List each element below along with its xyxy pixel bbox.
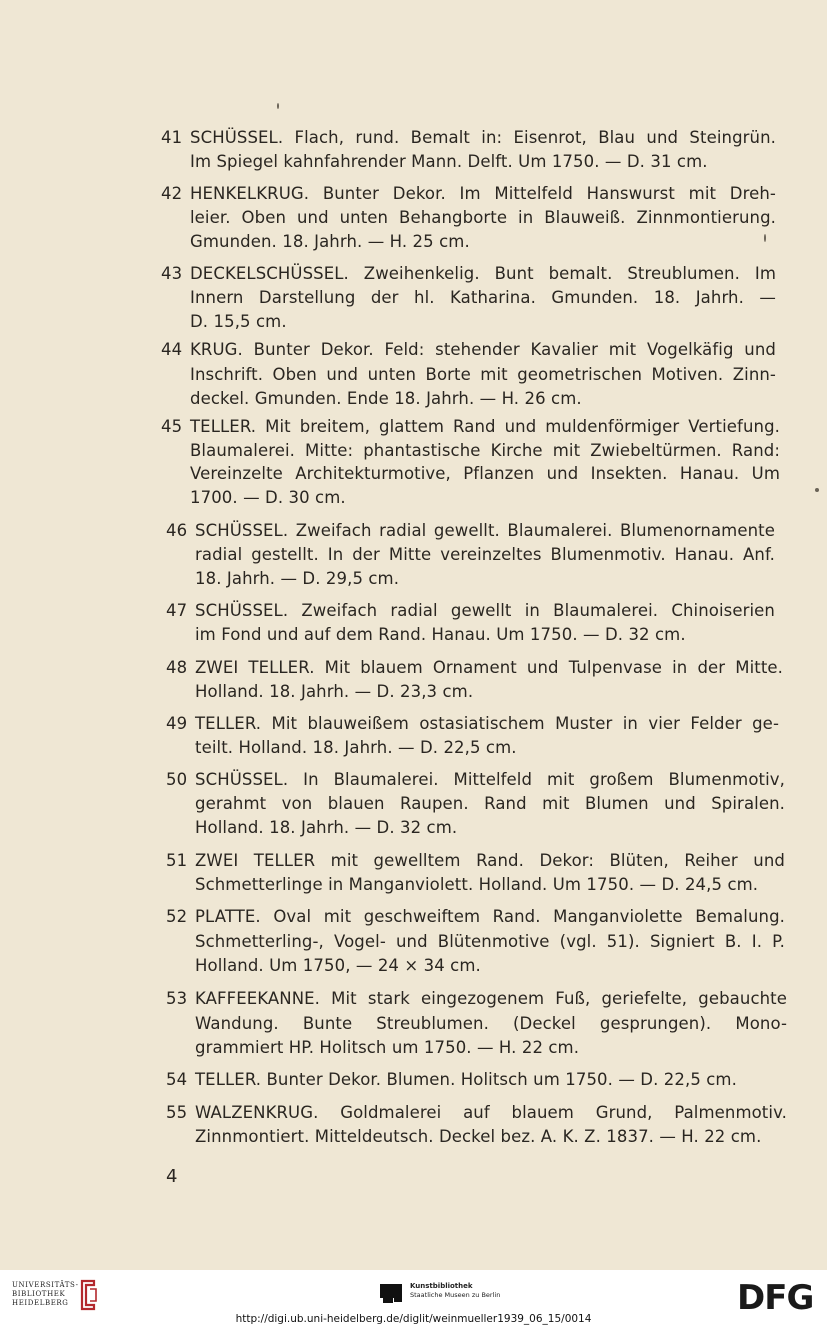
page-number: 4 xyxy=(166,1166,178,1187)
kb-subtitle: Staatliche Museen zu Berlin xyxy=(410,1291,501,1299)
entry-number: 47 xyxy=(166,601,188,620)
entry-line: leier. Oben und unten Behangborte in Blauweiß. Zinnmontierung. xyxy=(190,208,776,227)
entry-number: 51 xyxy=(166,851,188,870)
entry-text xyxy=(195,987,787,1061)
entry-line: D. 15,5 cm. xyxy=(190,312,287,331)
kunstbibliothek-label xyxy=(410,1282,500,1300)
entry-line: Holland. 18. Jahrh. — D. 32 cm. xyxy=(195,818,458,837)
entry-text xyxy=(195,1068,787,1092)
entry-line: PLATTE. Oval mit geschweiftem Rand. Manganviolette Bemalung. xyxy=(195,907,785,926)
entry-line: SCHÜSSEL. Zweifach radial gewellt. Blaumalerei. Blumenornamente xyxy=(195,521,775,540)
entry-line: Inschrift. Oben und unten Borte mit geometrischen Motiven. Zinn- xyxy=(190,364,776,384)
entry-line: SCHÜSSEL. Flach, rund. Bemalt in: Eisenrot, Blau und Steingrün. xyxy=(190,128,776,147)
entry-line: HENKELKRUG. Bunter Dekor. Im Mittelfeld Hanswurst mit Dreh- xyxy=(190,184,776,203)
kb-title: Kunstbibliothek xyxy=(410,1282,473,1290)
entry-number: 45 xyxy=(161,417,183,436)
entry-line: radial gestellt. In der Mitte vereinzeltes Blumenmotiv. Hanau. Anf. xyxy=(195,545,775,564)
entry-number: 50 xyxy=(166,770,188,789)
entry-text xyxy=(195,519,775,591)
kunstbibliothek-logo-icon xyxy=(380,1282,404,1304)
entry-line: 18. Jahrh. — D. 29,5 cm. xyxy=(195,569,400,588)
entry-line: grammiert HP. Holitsch um 1750. — H. 22 cm. xyxy=(195,1038,580,1057)
entry-line: KRUG. Bunter Dekor. Feld: stehender Kavalier mit Vogelkäfig und xyxy=(190,340,776,359)
entry-line: Blaumalerei. Mitte: phantastische Kirche mit Zwiebeltürmen. Rand: xyxy=(190,440,780,460)
entry-line: teilt. Holland. 18. Jahrh. — D. 22,5 cm. xyxy=(195,738,517,757)
entry-line: Holland. Um 1750, — 24 × 34 cm. xyxy=(195,956,481,975)
entry-number: 53 xyxy=(166,989,188,1008)
entry-line: gerahmt von blauen Raupen. Rand mit Blumen und Spiralen. xyxy=(195,794,785,813)
entry-number: 42 xyxy=(161,184,183,203)
entry-text xyxy=(190,126,776,174)
entry-text xyxy=(190,262,776,334)
heidelberg-library-label xyxy=(12,1281,79,1308)
entry-line: Im Spiegel kahnfahrender Mann. Delft. Um 1750. — D. 31 cm. xyxy=(190,152,708,171)
entry-line: ZWEI TELLER mit gewelltem Rand. Dekor: Blüten, Reiher und xyxy=(195,851,785,870)
entry-text xyxy=(195,656,783,704)
entry-line: WALZENKRUG. Goldmalerei auf blauem Grund, Palmenmotiv. xyxy=(195,1103,787,1122)
entry-text xyxy=(195,599,775,647)
entry-line: DECKELSCHÜSSEL. Zweihenkelig. Bunt bemalt. Streublumen. Im xyxy=(190,264,776,283)
entry-number: 41 xyxy=(161,128,183,147)
entry-line: KAFFEEKANNE. Mit stark eingezogenem Fuß, geriefelte, gebauchte xyxy=(195,989,787,1008)
entry-line: Holland. 18. Jahrh. — D. 23,3 cm. xyxy=(195,682,474,701)
entry-number: 54 xyxy=(166,1070,188,1089)
entry-number: 49 xyxy=(166,714,188,733)
heidelberg-logo-icon xyxy=(76,1279,100,1311)
entry-number: 52 xyxy=(166,907,188,926)
entry-line: TELLER. Mit blauweißem ostasiatischem Muster in vier Felder ge- xyxy=(195,714,779,733)
entry-number: 55 xyxy=(166,1103,188,1122)
entry-text xyxy=(195,768,785,840)
entry-text xyxy=(195,849,785,897)
entry-line: TELLER. Bunter Dekor. Blumen. Holitsch um 1750. — D. 22,5 cm. xyxy=(195,1070,737,1089)
entry-line: Schmetterlinge in Manganviolett. Holland. Um 1750. — D. 24,5 cm. xyxy=(195,875,759,894)
entry-number: 43 xyxy=(161,264,183,283)
entry-text xyxy=(195,712,779,760)
entry-line: Gmunden. 18. Jahrh. — H. 25 cm. xyxy=(190,232,470,251)
entry-line: Wandung. Bunte Streublumen. (Deckel gesprungen). Mono- xyxy=(195,1013,787,1033)
entry-line: Zinnmontiert. Mitteldeutsch. Deckel bez. A. K. Z. 1837. — H. 22 cm. xyxy=(195,1127,762,1146)
entry-line: ZWEI TELLER. Mit blauem Ornament und Tulpenvase in der Mitte. xyxy=(195,658,783,677)
uni-line-3: HEIDELBERG xyxy=(12,1299,69,1307)
entry-line: Vereinzelte Architekturmotive, Pflanzen und Insekten. Hanau. Um xyxy=(190,464,780,483)
entry-line: Schmetterling-, Vogel- und Blütenmotive (vgl. 51). Signiert B. I. P. xyxy=(195,931,785,951)
entry-line: deckel. Gmunden. Ende 18. Jahrh. — H. 26 cm. xyxy=(190,389,582,408)
entry-text xyxy=(190,338,776,412)
entry-number: 48 xyxy=(166,658,188,677)
uni-line-1: UNIVERSITÄTS- xyxy=(12,1281,79,1289)
entry-line: TELLER. Mit breitem, glattem Rand und muldenförmiger Vertiefung. xyxy=(190,417,780,436)
dfg-logo: DFG xyxy=(737,1278,814,1318)
entry-text xyxy=(195,905,785,979)
entry-line: Innern Darstellung der hl. Katharina. Gmunden. 18. Jahrh. — xyxy=(190,288,776,307)
entry-text xyxy=(195,1101,787,1149)
entry-text xyxy=(190,415,780,509)
entry-number: 46 xyxy=(166,521,188,540)
uni-line-2: BIBLIOTHEK xyxy=(12,1290,66,1298)
entry-line: SCHÜSSEL. In Blaumalerei. Mittelfeld mit großem Blumenmotiv, xyxy=(195,770,785,789)
entry-number: 44 xyxy=(161,340,183,359)
entry-line: im Fond und auf dem Rand. Hanau. Um 1750. — D. 32 cm. xyxy=(195,625,686,644)
source-url[interactable]: http://digi.ub.uni-heidelberg.de/diglit/weinmueller1939_06_15/0014 xyxy=(235,1313,592,1325)
entry-text xyxy=(190,182,776,254)
entry-line: 1700. — D. 30 cm. xyxy=(190,487,346,507)
entry-line: SCHÜSSEL. Zweifach radial gewellt in Blaumalerei. Chinoiserien xyxy=(195,601,775,620)
